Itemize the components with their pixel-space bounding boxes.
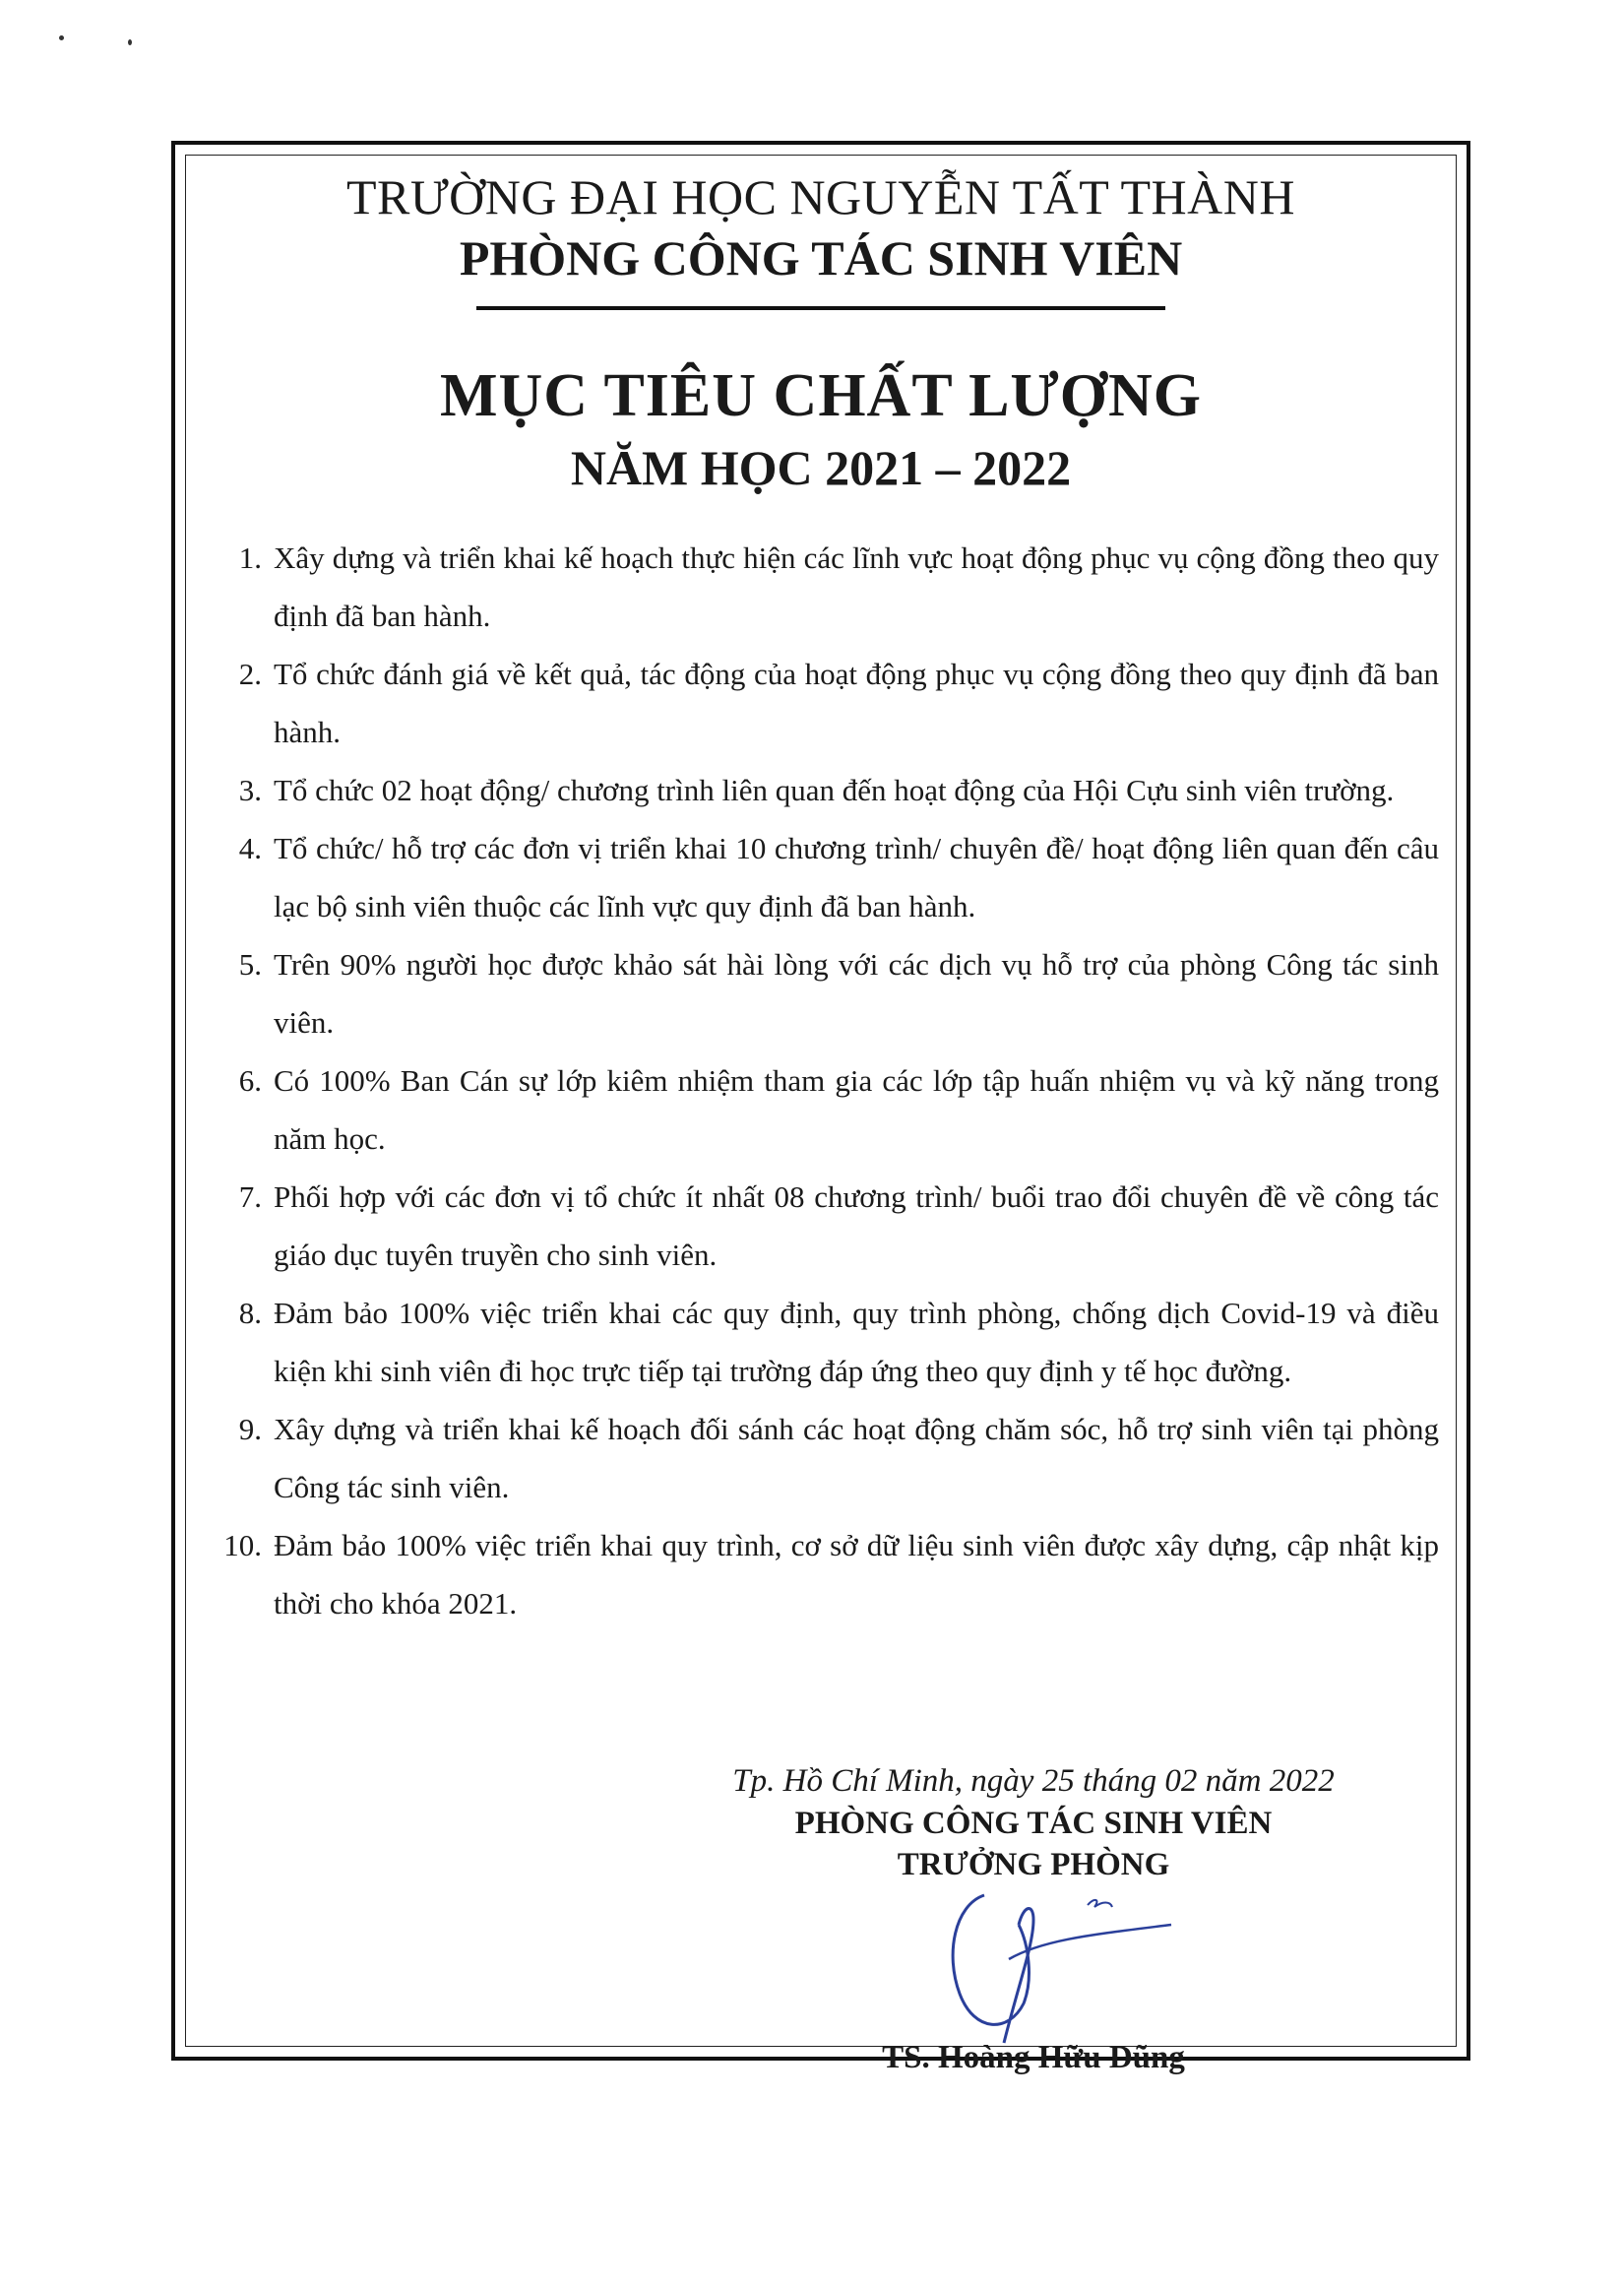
item-text: Xây dựng và triển khai kế hoạch đối sánh các hoạt động chăm sóc, hỗ trợ sinh viên tại phòng Công tác sinh viên. <box>274 1412 1439 1504</box>
item-text: Xây dựng và triển khai kế hoạch thực hiện các lĩnh vực hoạt động phục vụ cộng đồng theo quy định đã ban hành. <box>274 540 1439 633</box>
university-name: TRƯỜNG ĐẠI HỌC NGUYỄN TẤT THÀNH <box>346 169 1295 224</box>
item-text: Tổ chức/ hỗ trợ các đơn vị triển khai 10 chương trình/ chuyên đề/ hoạt động liên quan đến câu lạc bộ sinh viên thuộc các lĩnh vực quy định đã ban hành. <box>274 831 1439 923</box>
item-number: 6. <box>238 1063 262 1098</box>
item-number: 5. <box>238 947 262 982</box>
quality-goals-list <box>215 529 1439 1632</box>
header-divider <box>476 306 1165 310</box>
item-text: Trên 90% người học được khảo sát hài lòng với các dịch vụ hỗ trợ của phòng Công tác sinh viên. <box>274 947 1439 1040</box>
item-number: 8. <box>238 1296 262 1330</box>
signature-block <box>679 1759 1388 2075</box>
item-number: 1. <box>238 540 262 575</box>
document-frame <box>171 141 1470 2075</box>
list-item <box>215 645 1439 761</box>
list-item <box>215 1516 1439 1632</box>
list-item <box>215 1051 1439 1168</box>
item-number: 2. <box>238 657 262 691</box>
list-item <box>215 1284 1439 1400</box>
item-text: Đảm bảo 100% việc triển khai quy trình, cơ sở dữ liệu sinh viên được xây dựng, cập nhật kịp thời cho khóa 2021. <box>274 1528 1439 1621</box>
signer-name: TS. Hoàng Hữu Dũng <box>882 2040 1185 2075</box>
scan-speck <box>128 39 132 45</box>
item-text: Đảm bảo 100% việc triển khai các quy định, quy trình phòng, chống dịch Covid-19 và điều kiện khi sinh viên đi học trực tiếp tại trường đáp ứng theo quy định y tế học đường. <box>274 1296 1439 1388</box>
signer-department: PHÒNG CÔNG TÁC SINH VIÊN <box>794 1806 1273 1841</box>
title-academic-year: NĂM HỌC 2021 – 2022 <box>570 440 1072 495</box>
item-text: Tổ chức 02 hoạt động/ chương trình liên quan đến hoạt động của Hội Cựu sinh viên trường. <box>274 773 1395 807</box>
list-item <box>215 1168 1439 1284</box>
signer-role: TRƯỞNG PHÒNG <box>897 1847 1170 1882</box>
list-item <box>215 1400 1439 1516</box>
list-item <box>215 935 1439 1051</box>
item-number: 7. <box>238 1179 262 1214</box>
department-name: PHÒNG CÔNG TÁC SINH VIÊN <box>459 230 1183 286</box>
scan-speck <box>59 35 64 40</box>
item-number: 9. <box>238 1412 262 1446</box>
item-number: 3. <box>238 773 262 807</box>
handwritten-signature-icon <box>837 1885 1191 2053</box>
item-number: 10. <box>223 1528 262 1562</box>
document-header <box>175 166 1467 310</box>
document-title <box>175 356 1467 500</box>
item-text: Tổ chức đánh giá về kết quả, tác động của hoạt động phục vụ cộng đồng theo quy định đã ban hành. <box>274 657 1439 749</box>
item-text: Phối hợp với các đơn vị tổ chức ít nhất 08 chương trình/ buổi trao đổi chuyên đề về công tác giáo dục tuyên truyền cho sinh viên. <box>274 1179 1439 1272</box>
item-text: Có 100% Ban Cán sự lớp kiêm nhiệm tham gia các lớp tập huấn nhiệm vụ và kỹ năng trong năm học. <box>274 1063 1439 1156</box>
list-item <box>215 819 1439 935</box>
item-number: 4. <box>238 831 262 865</box>
list-item <box>215 529 1439 645</box>
place-date-line: Tp. Hồ Chí Minh, ngày 25 tháng 02 năm 2022 <box>732 1763 1335 1799</box>
title-main: MỤC TIÊU CHẤT LƯỢNG <box>440 362 1202 429</box>
list-item <box>215 761 1439 819</box>
